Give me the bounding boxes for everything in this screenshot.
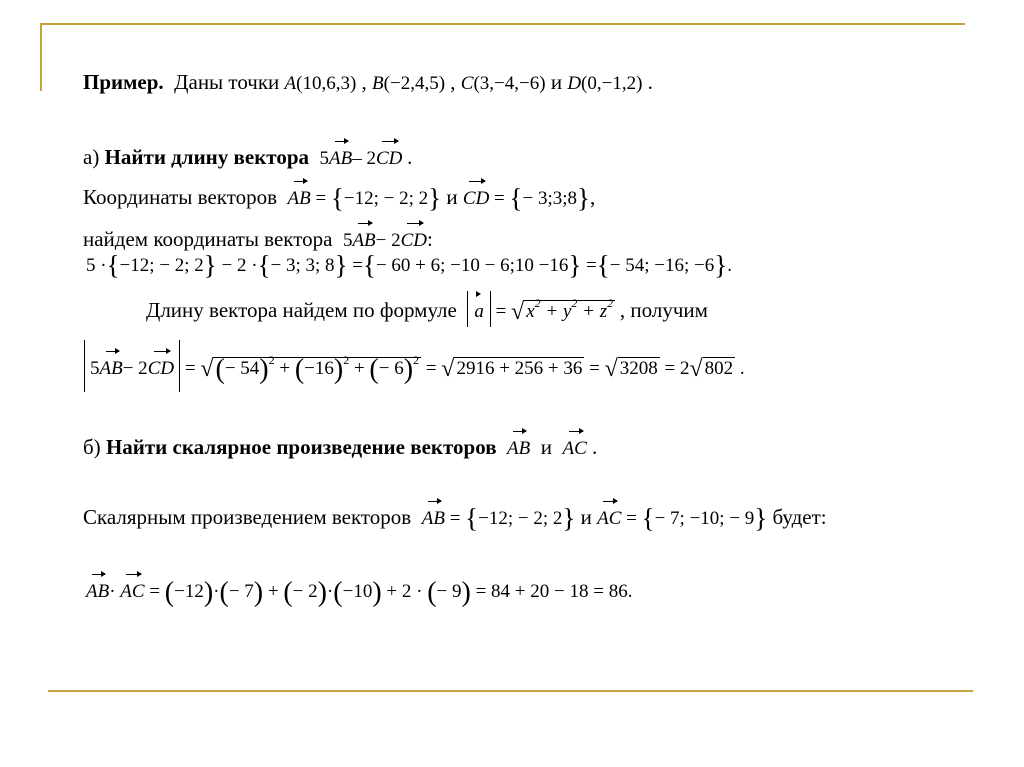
- find-expression: 5AB− 2CD: [343, 230, 427, 251]
- part-a-prefix: а): [83, 145, 100, 169]
- length-sqrt-3: √ 3208: [604, 356, 658, 382]
- point-c: C(3,−4,−6): [460, 73, 546, 94]
- part-b-title: Найти скалярное произведение векторов: [105, 435, 497, 459]
- length-sqrt-2: √ 2916 + 256 + 36: [441, 356, 583, 382]
- part-a-expression: 5AB– 2CD: [320, 148, 408, 169]
- calc-brace-4: − 54; −16; −6: [609, 255, 715, 276]
- part-b-prefix: б): [83, 435, 101, 459]
- point-a: A(10,6,3): [284, 73, 357, 94]
- scalar-ab: AB = {−12; − 2; 2}: [422, 508, 576, 529]
- part-b-heading: б) Найти скалярное произведение векторов AB и AC .: [83, 430, 597, 462]
- example-text: Даны точки: [174, 70, 280, 94]
- formula-line: [146, 290, 708, 327]
- part-a-heading: а) Найти длину вектора 5AB– 2CD .: [83, 140, 412, 172]
- coords-cd: CD = {− 3;3;8}: [463, 188, 590, 209]
- length-sqrt-4: √ 802: [689, 356, 734, 382]
- length-line: 5AB− 2CD = √(− $54)^2 + (-16)^2$ + (− 6)$^2$ = √ 2916 + 256 + 36 = √ 3208 = 2√ 802 .: [84, 340, 745, 392]
- formula-expression: a = √ $x^2 + y^2 + z^2$: [467, 301, 620, 322]
- coords-text: Координаты векторов: [83, 185, 278, 209]
- dot-line: AB· AC = (−12)·(− 7) + (− 2)·(−10) + 2 · (− 9) = 84 + 20 − 18 = 86.: [86, 573, 632, 605]
- dot-vector-ac: AC: [120, 573, 144, 605]
- coords-ab: AB = {−12; − 2; 2}: [288, 188, 442, 209]
- part-b-and: и: [540, 435, 552, 459]
- scalar-line: [83, 500, 827, 532]
- scalar-and: и: [580, 505, 592, 529]
- find-line: найдем координаты вектора 5AB− 2CD:: [83, 222, 433, 254]
- frame-top-border: [40, 23, 965, 25]
- and-word: и: [550, 70, 563, 94]
- vector-ab: AB: [329, 140, 352, 172]
- calc-brace-3: − 60 + 6; −10 − 6;10 −16: [375, 255, 569, 276]
- calc-brace-2: − 3; 3; 8: [270, 255, 335, 276]
- coords-and: и: [446, 185, 458, 209]
- coords-line: Координаты векторов AB = {−12; − 2; 2} и CD = {− 3;3;8},: [83, 180, 595, 212]
- calc-brace-1: −12; − 2; 2: [119, 255, 204, 276]
- example-line: Пример. Даны точки A(10,6,3) , B(−2,4,5) , C(3,−4,−6) и D(0,−1,2) .: [83, 70, 653, 94]
- point-d: D(0,−1,2): [567, 73, 643, 94]
- formula-tail: , получим: [619, 298, 708, 322]
- example-label: Пример.: [83, 70, 164, 94]
- length-sqrt-1: √(− $54)^2 + (-16)^2$ + (− 6)$^2$: [200, 353, 420, 385]
- formula-text: Длину вектора найдем по формуле: [146, 298, 457, 322]
- dot-result: = 84 + 20 − 18 = 86: [475, 581, 628, 602]
- calc-line: 5 ·{−12; − 2; 2} − 2 ·{− 3; 3; 8} ={− 60 + 6; −10 − 6;10 −16} ={− 54; −16; −6}.: [86, 250, 732, 280]
- frame-left-border: [40, 23, 42, 91]
- scalar-text: Скалярным произведением векторов: [83, 505, 412, 529]
- part-a-title: Найти длину вектора: [104, 145, 310, 169]
- length-abs: 5AB− 2CD: [84, 340, 180, 392]
- dot-vector-ab: AB: [86, 573, 109, 605]
- vector-cd: CD: [376, 140, 402, 172]
- part-b-vector-ac: AC: [563, 430, 587, 462]
- find-text: найдем координаты вектора: [83, 227, 333, 251]
- part-b-vector-ab: AB: [507, 430, 530, 462]
- scalar-ac: AC = {− 7; −10; − 9}: [597, 508, 767, 529]
- frame-bottom-border: [48, 690, 973, 692]
- point-b: B(−2,4,5): [372, 73, 446, 94]
- scalar-tail: будет:: [772, 505, 827, 529]
